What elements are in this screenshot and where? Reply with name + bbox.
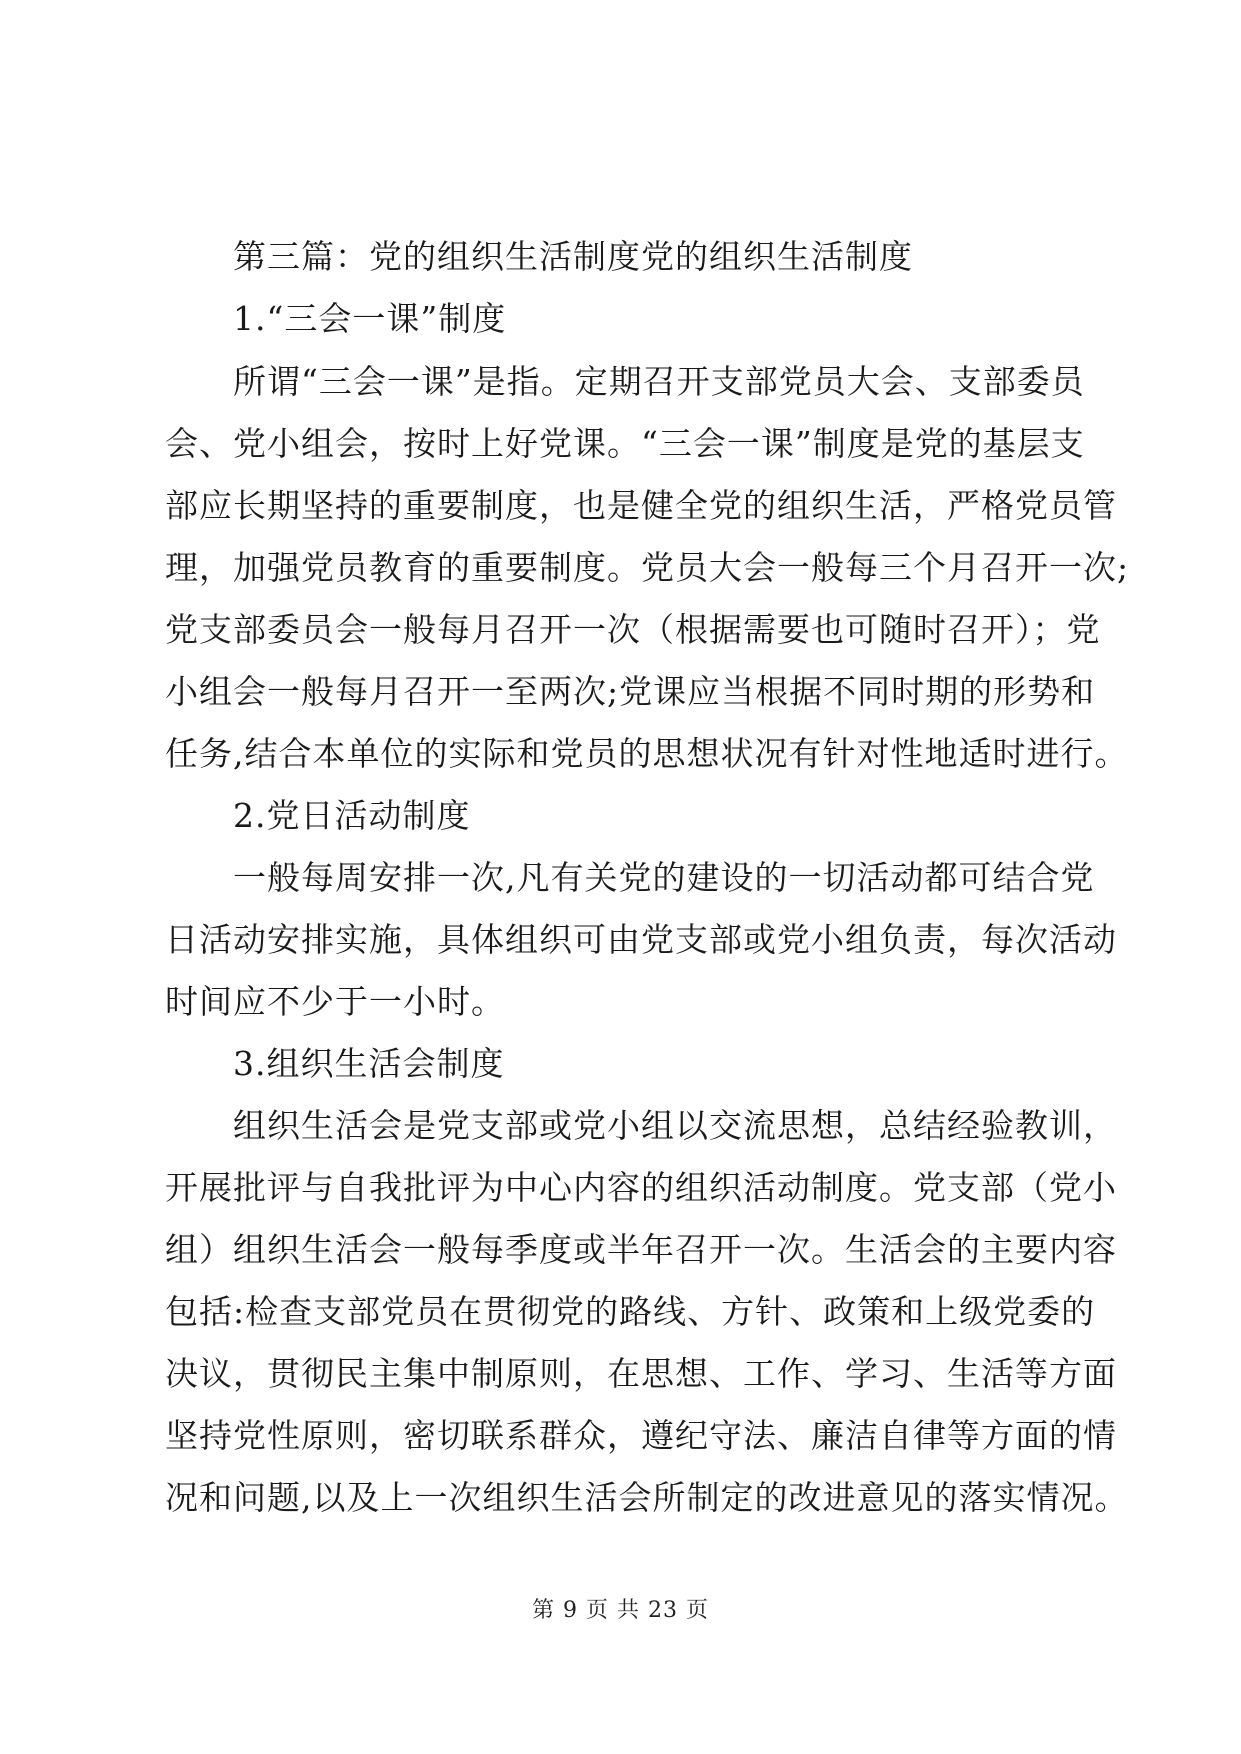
paragraph-line: 况和问题,以及上一次组织生活会所制定的改进意见的落实情况。 [165,1478,1129,1517]
paragraph-line: 日活动安排实施，具体组织可由党支部或党小组负责，每次活动 [165,920,1117,959]
paragraph-line: 小组会一般每月召开一至两次;党课应当根据不同时期的形势和 [165,672,1096,711]
page-number-footer: 第 9 页 共 23 页 [532,1598,709,1623]
paragraph-line: 一般每周安排一次,凡有关党的建设的一切活动都可结合党 [233,858,1095,897]
paragraph-line: 党支部委员会一般每月召开一次（根据需要也可随时召开）；党 [165,610,1101,649]
section-title: 第三篇：党的组织生活制度党的组织生活制度 [233,237,913,276]
paragraph-line: 任务,结合本单位的实际和党员的思想状况有针对性地适时进行。 [165,734,1129,773]
paragraph-line: 组）组织生活会一般每季度或半年召开一次。生活会的主要内容 [165,1230,1117,1269]
subheading-life-meeting: 3.组织生活会制度 [233,1044,505,1083]
subheading-party-day: 2.党日活动制度 [233,796,471,835]
paragraph-line: 组织生活会是党支部或党小组以交流思想，总结经验教训， [233,1106,1117,1145]
paragraph-line: 决议，贯彻民主集中制原则，在思想、工作、学习、生活等方面 [165,1354,1117,1393]
paragraph-line: 会、党小组会，按时上好党课。“三会一课”制度是党的基层支 [165,424,1085,463]
paragraph-line: 时间应不少于一小时。 [165,982,505,1021]
paragraph-line: 所谓“三会一课”是指。定期召开支部党员大会、支部委员 [233,362,1085,401]
subheading-three-meetings: 1.“三会一课”制度 [233,299,507,338]
paragraph-line: 理，加强党员教育的重要制度。党员大会一般每三个月召开一次; [165,548,1130,587]
paragraph-line: 包括:检查支部党员在贯彻党的路线、方针、政策和上级党委的 [165,1292,1096,1331]
paragraph-line: 坚持党性原则，密切联系群众，遵纪守法、廉洁自律等方面的情 [165,1416,1117,1455]
paragraph-line: 部应长期坚持的重要制度，也是健全党的组织生活，严格党员管 [165,486,1117,525]
paragraph-line: 开展批评与自我批评为中心内容的组织活动制度。党支部（党小 [165,1168,1117,1207]
